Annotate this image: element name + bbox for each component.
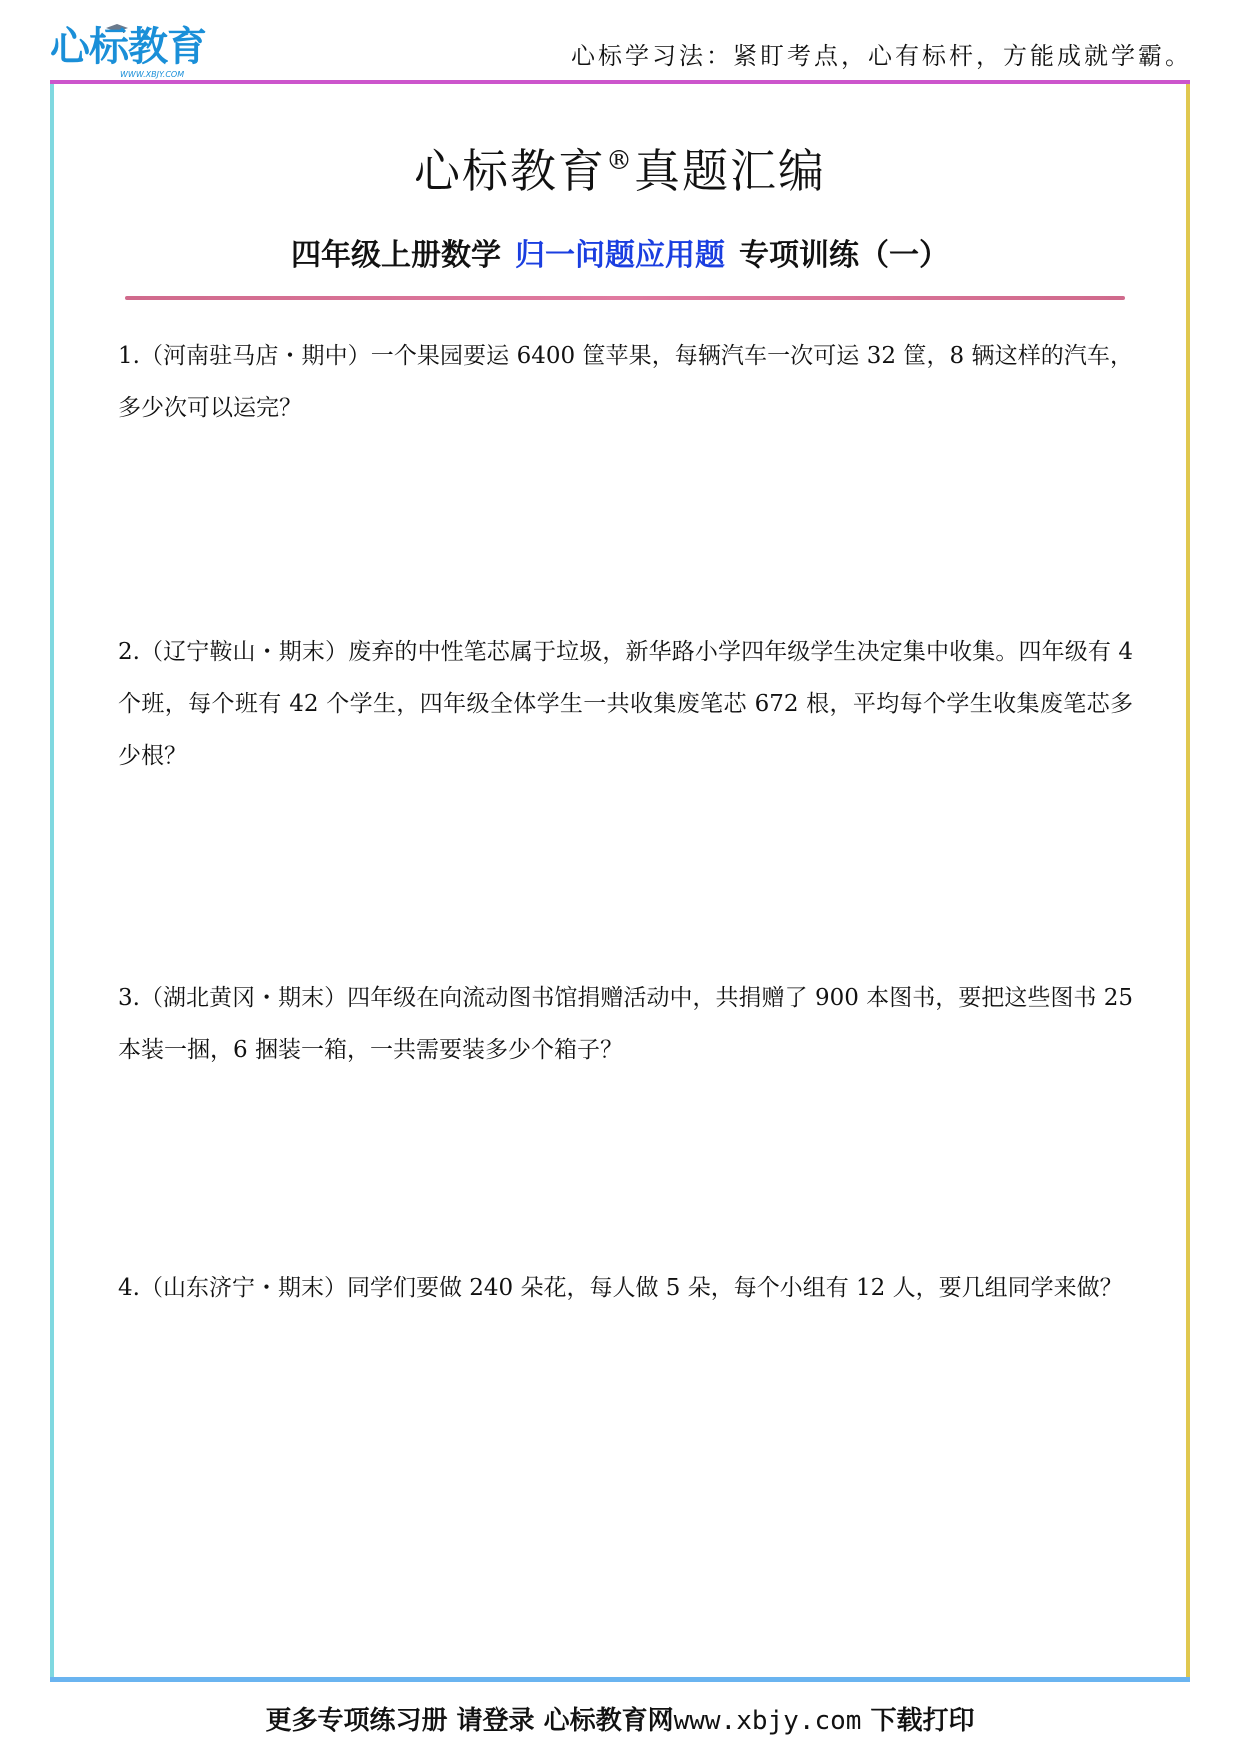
frame-bottom-border bbox=[50, 1677, 1190, 1682]
header-slogan: 心标学习法：紧盯考点，心有标杆，方能成就学霸。 bbox=[571, 42, 1192, 70]
subtitle-topic: 归一问题应用题 bbox=[515, 238, 725, 273]
question-1: 1.（河南驻马店・期中）一个果园要运 6400 筐苹果，每辆汽车一次可运 32 筐，8 辆这样的汽车，多少次可以运完？ bbox=[118, 343, 1133, 421]
footer-banner bbox=[0, 1700, 1240, 1737]
subtitle-prefix: 四年级上册数学 bbox=[291, 238, 501, 273]
frame-top-border bbox=[50, 80, 1190, 84]
brand-logo bbox=[50, 22, 210, 80]
footer-suffix: 下载打印 bbox=[861, 1706, 975, 1736]
title-divider bbox=[125, 296, 1125, 300]
question-2: 2.（辽宁鞍山・期末）废弃的中性笔芯属于垃圾，新华路小学四年级学生决定集中收集。四年级有 4 个班，每个班有 42 个学生，四年级全体学生一共收集废笔芯 672 根，平均每个学生收集废笔芯多少根？ bbox=[118, 639, 1133, 769]
question-3: 3.（湖北黄冈・期末）四年级在向流动图书馆捐赠活动中，共捐赠了 900 本图书，要把这些图书 25 本装一捆，6 捆装一箱，一共需要装多少个箱子？ bbox=[118, 985, 1133, 1063]
registered-mark: ® bbox=[606, 146, 634, 176]
frame-left-border bbox=[50, 84, 54, 1680]
title-suffix: 真题汇编 bbox=[634, 144, 826, 198]
frame-right-border bbox=[1186, 84, 1190, 1680]
footer-prefix: 更多专项练习册 请登录 心标教育网 bbox=[265, 1706, 674, 1736]
question-4: 4.（山东济宁・期末）同学们要做 240 朵花，每人做 5 朵，每个小组有 12 人，要几组同学来做？ bbox=[118, 1275, 1123, 1301]
title-brand: 心标教育 bbox=[414, 144, 606, 198]
document-subtitle bbox=[0, 230, 1240, 274]
document-title bbox=[0, 135, 1240, 201]
footer-url[interactable]: www.xbjy.com bbox=[673, 1706, 862, 1736]
logo-url: WWW.XBJY.COM bbox=[120, 70, 185, 79]
subtitle-suffix: 专项训练（一） bbox=[739, 238, 949, 273]
logo-text: 心标教育 bbox=[50, 24, 206, 70]
